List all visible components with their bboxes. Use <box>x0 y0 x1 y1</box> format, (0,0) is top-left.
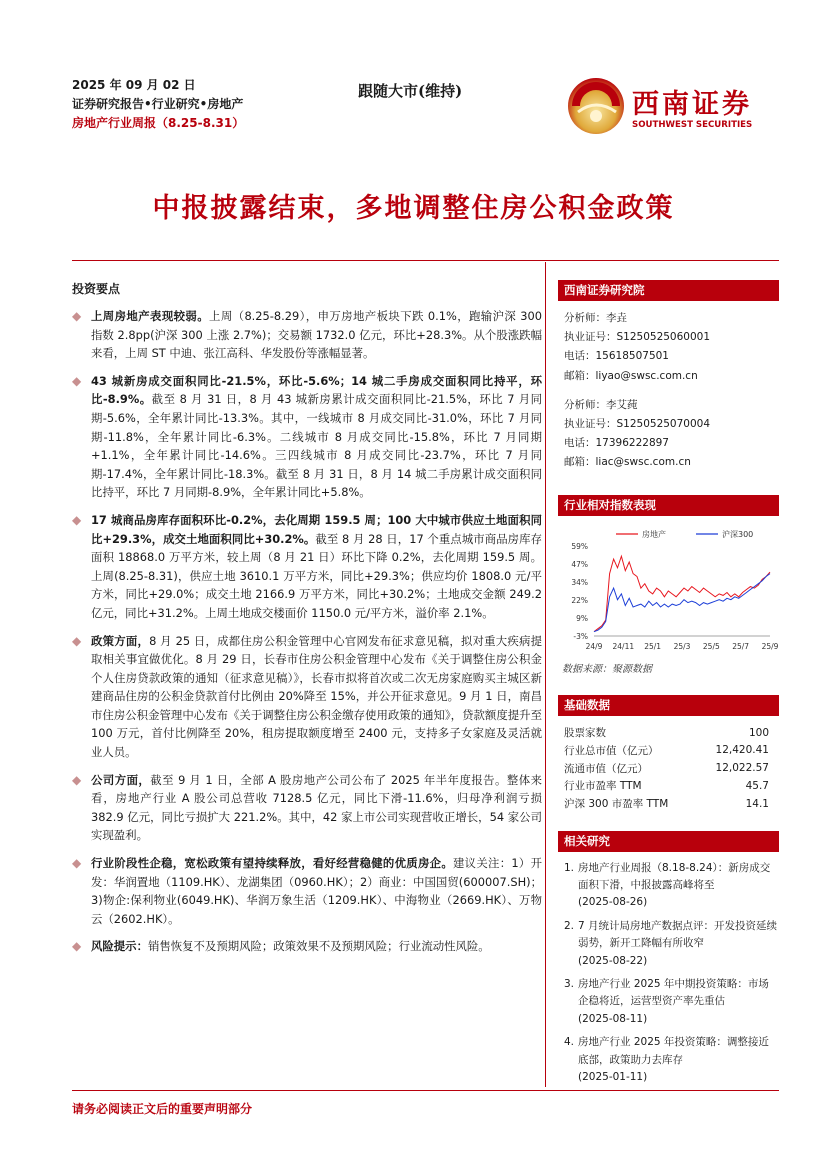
paragraph-text: 8 月 25 日，成都住房公积金管理中心官网发布征求意见稿，拟对重大疾病提取相关事宜做优化。8 月 29 日，长春市住房公积金管理中心发布《关于调整住房公积金个人住房贷款政策的通知（征求意见稿）》，长春市拟将首次或二次无房家庭购买主城区新建商品住房的公积金贷款首付比例由 20%降至 15%，并公开征求意见。9 月 1 日，南昌市住房公积金管理中心发布《关于调整住房公积金缴存使用政策的通知》，贷款额度提升至 100 万元，首付比例降至 20%，租房提取额度增至 2400 元，支持多子女家庭及灵活就业人员。 <box>91 633 542 760</box>
report-name: 房地产行业周报（8.25-8.31） <box>72 116 245 130</box>
analyst-role: 分析师：李垚 <box>564 312 627 324</box>
row-label: 流通市值（亿元） <box>564 762 648 775</box>
related-date: (2025-01-11) <box>578 1071 648 1084</box>
footer-disclaimer: 请务必阅读正文后的重要声明部分 <box>72 1102 253 1116</box>
report-date: 2025 年 09 月 02 日 <box>72 78 196 92</box>
brand-name-cn: 西南证券 <box>632 89 752 120</box>
table-row <box>558 759 779 777</box>
paragraph-lead: 公司方面， <box>91 772 151 787</box>
x-tick-label: 25/3 <box>673 641 691 651</box>
analyst-block <box>558 309 779 473</box>
diamond-bullet-icon: ◆ <box>72 373 82 388</box>
brand-name-en: SOUTHWEST SECURITIES <box>632 120 753 130</box>
related-num: 4. <box>564 1036 575 1049</box>
index-label: 行业相对指数表现 <box>558 495 779 516</box>
paragraph-text: 上周（8.25-8.29），申万房地产板块下跌 0.1%，跑输沪深 300 指数 2.8pp(沪深 300 上涨 2.7%)；交易额 1732.0 亿元，环比+28.3%。从个股涨跌幅来看，上周 ST 中迪、张江高科、华发股份等涨幅显著。 <box>91 309 542 361</box>
title-divider <box>72 260 779 261</box>
paragraph-text: 销售恢复不及预期风险；政策效果不及预期风险；行业流动性风险。 <box>147 939 490 954</box>
summary-paragraph <box>72 771 542 845</box>
y-tick-label: 9% <box>576 613 588 623</box>
related-list <box>558 860 779 1087</box>
summary-paragraph <box>72 307 542 363</box>
legend-label: 沪深300 <box>722 529 754 539</box>
related-num: 2. <box>564 919 575 932</box>
row-value: 45.7 <box>745 779 769 792</box>
y-tick-label: -3% <box>573 631 588 641</box>
brand-logo <box>566 76 766 136</box>
row-label: 股票家数 <box>564 727 606 740</box>
paragraph-lead: 上周房地产表现较弱。 <box>91 309 210 323</box>
column-divider <box>545 262 546 1087</box>
paragraph-text: 建议关注：1）开发：华润置地（1109.HK）、龙湖集团（0960.HK）；2）商业：中国国贸(600007.SH)；3)物企:保利物业(6049.HK)、华润万象生活（1209.HK）、中海物业（2669.HK）、万物云（2602.HK）。 <box>91 856 542 926</box>
paragraph-lead: 行业阶段性企稳，宽松政策有望持续释放，看好经营稳健的优质房企。 <box>91 856 453 871</box>
related-title: 7 月统计局房地产数据点评：开发投资延续弱势，新开工降幅有所收窄 <box>578 919 778 950</box>
basic-data-label: 基础数据 <box>558 695 779 716</box>
related-num: 1. <box>564 861 575 874</box>
row-label: 行业市盈率 TTM <box>564 780 642 793</box>
investment-summary <box>72 280 542 965</box>
x-tick-label: 25/9 <box>761 641 779 651</box>
analyst-role: 分析师：李艾莼 <box>564 398 638 411</box>
paragraph-lead: 风险提示： <box>91 939 148 954</box>
x-tick-label: 24/11 <box>612 641 635 651</box>
summary-heading: 投资要点 <box>72 282 121 296</box>
y-tick-label: 34% <box>571 577 588 587</box>
table-row <box>558 741 779 759</box>
diamond-bullet-icon: ◆ <box>72 939 82 954</box>
y-tick-label: 59% <box>571 541 588 551</box>
related-title: 房地产行业 2025 年中期投资策略：市场企稳将近，运营型资产率先重估 <box>578 978 769 1008</box>
row-value: 12,022.57 <box>715 762 769 775</box>
diamond-bullet-icon: ◆ <box>72 856 82 871</box>
summary-paragraph <box>72 937 542 956</box>
analyst-email[interactable]: 邮箱：liac@swsc.com.cn <box>564 456 691 469</box>
x-tick-label: 25/5 <box>702 641 720 651</box>
related-item[interactable] <box>558 976 779 1028</box>
legend-label: 房地产 <box>642 529 666 539</box>
index-chart-svg <box>558 524 779 658</box>
basic-data-table <box>558 724 779 813</box>
x-tick-label: 25/1 <box>644 641 662 651</box>
paragraph-text: 截至 8 月 28 日，17 个重点城市商品房库存面积 18868.0 万平方米，较上周（8 月 21 日）环比下降 0.2%，去化周期 159.5 周。上周(8.25-8.31)，供应土地 3610.1 万平方米，同比+29.3%；供应均价 1808.0 元/平方米，同比+29.0%；成交土地 2166.9 万平方米，同比+30.2%；土地成交金额 249.2 亿元，同比+31.2%。上周土地成交楼面价 1150.0 元/平方米，溢价率 2.1%。 <box>91 531 543 620</box>
y-tick-label: 22% <box>571 595 588 605</box>
brand-emblem-icon <box>566 76 626 136</box>
diamond-bullet-icon: ◆ <box>72 512 82 527</box>
related-num: 3. <box>564 978 575 991</box>
x-tick-label: 25/7 <box>732 641 750 651</box>
diamond-bullet-icon: ◆ <box>72 633 82 648</box>
institute-label: 西南证券研究院 <box>558 280 779 301</box>
row-label: 行业总市值（亿元） <box>564 744 659 757</box>
diamond-bullet-icon: ◆ <box>72 772 82 787</box>
summary-paragraph <box>72 511 542 623</box>
diamond-bullet-icon: ◆ <box>72 309 82 323</box>
x-tick-label: 24/9 <box>585 641 603 651</box>
paragraph-lead: 政策方面， <box>91 633 150 648</box>
footer-divider <box>72 1090 779 1091</box>
related-item[interactable] <box>558 860 779 912</box>
related-date: (2025-08-22) <box>578 954 648 967</box>
series-line-2 <box>594 573 770 631</box>
table-row <box>558 724 779 742</box>
rating: 跟随大市(维持) <box>358 82 463 100</box>
row-value: 14.1 <box>745 797 769 810</box>
index-chart <box>558 524 779 658</box>
summary-paragraph <box>72 372 542 502</box>
paragraph-text: 截至 8 月 31 日，8 月 43 城新房累计成交面积同比-21.5%，环比 7 月同期-5.6%，全年累计同比-13.3%。其中，一线城市 8 月成交同比-31.0%，环比 7 月同期-11.8%，全年累计同比-6.3%。二线城市 8 月成交同比-15.8%，环比 7 月同期+1.1%，全年累计同比-14.6%。三四线城市 8 月成交同比-23.7%，环比 7 月同期-17.4%，全年累计同比-18.3%。截至 8 月 31 日，8 月 14 城二手房累计成交面积同比持平，环比 7 月同期-8.9%，全年累计同比+5.8%。 <box>91 392 542 500</box>
related-item[interactable] <box>558 918 779 970</box>
related-title: 房地产行业 2025 年投资策略：调整接近底部，政策助力去库存 <box>578 1036 769 1066</box>
page-title: 中报披露结束，多地调整住房公积金政策 <box>152 193 675 224</box>
series-line-1 <box>594 556 770 631</box>
analyst-cert: 执业证号：S1250525070004 <box>564 418 711 431</box>
analyst-cert: 执业证号：S1250525060001 <box>564 331 711 344</box>
analyst-email[interactable]: 邮箱：liyao@swsc.com.cn <box>564 369 698 382</box>
related-date: (2025-08-11) <box>578 1012 648 1025</box>
related-date: (2025-08-26) <box>578 896 648 909</box>
paragraph-text: 截至 9 月 1 日，全部 A 股房地产公司公布了 2025 年半年度报告。整体来看，房地产行业 A 股公司总营收 7128.5 亿元，同比下滑-11.6%，归母净利润亏损 382.9 亿元，同比亏损扩大 221.2%。其中，42 家上市公司实现营收正增长，54 家公司实现盈利。 <box>91 772 542 843</box>
paragraph-lead: 43 城新房成交面积同比-21.5%，环比-5.6%；14 城二手房成交面积同比持平，环比-8.9%。 <box>91 373 542 407</box>
analyst-phone: 电话：17396222897 <box>564 437 669 450</box>
data-source: 数据来源：聚源数据 <box>562 663 652 675</box>
row-label: 沪深 300 市盈率 TTM <box>564 798 669 811</box>
report-header <box>72 76 244 133</box>
related-item[interactable] <box>558 1034 779 1086</box>
summary-paragraph <box>72 632 542 762</box>
related-label: 相关研究 <box>558 831 779 852</box>
summary-paragraph <box>72 854 542 928</box>
analyst-phone: 电话：15618507501 <box>564 350 669 363</box>
sidebar <box>558 280 779 1092</box>
row-value: 100 <box>748 726 769 739</box>
row-value: 12,420.41 <box>715 744 769 757</box>
table-row <box>558 795 779 813</box>
y-tick-label: 47% <box>571 559 588 569</box>
report-category: 证券研究报告•行业研究•房地产 <box>72 97 244 111</box>
table-row <box>558 777 779 795</box>
related-title: 房地产行业周报（8.18-8.24）：新房成交面积下滑，中报披露高峰将至 <box>578 861 771 892</box>
paragraph-lead: 17 城商品房库存面积环比-0.2%，去化周期 159.5 周；100 大中城市供应土地面积同比+29.3%，成交土地面积同比+30.2%。 <box>91 512 542 546</box>
